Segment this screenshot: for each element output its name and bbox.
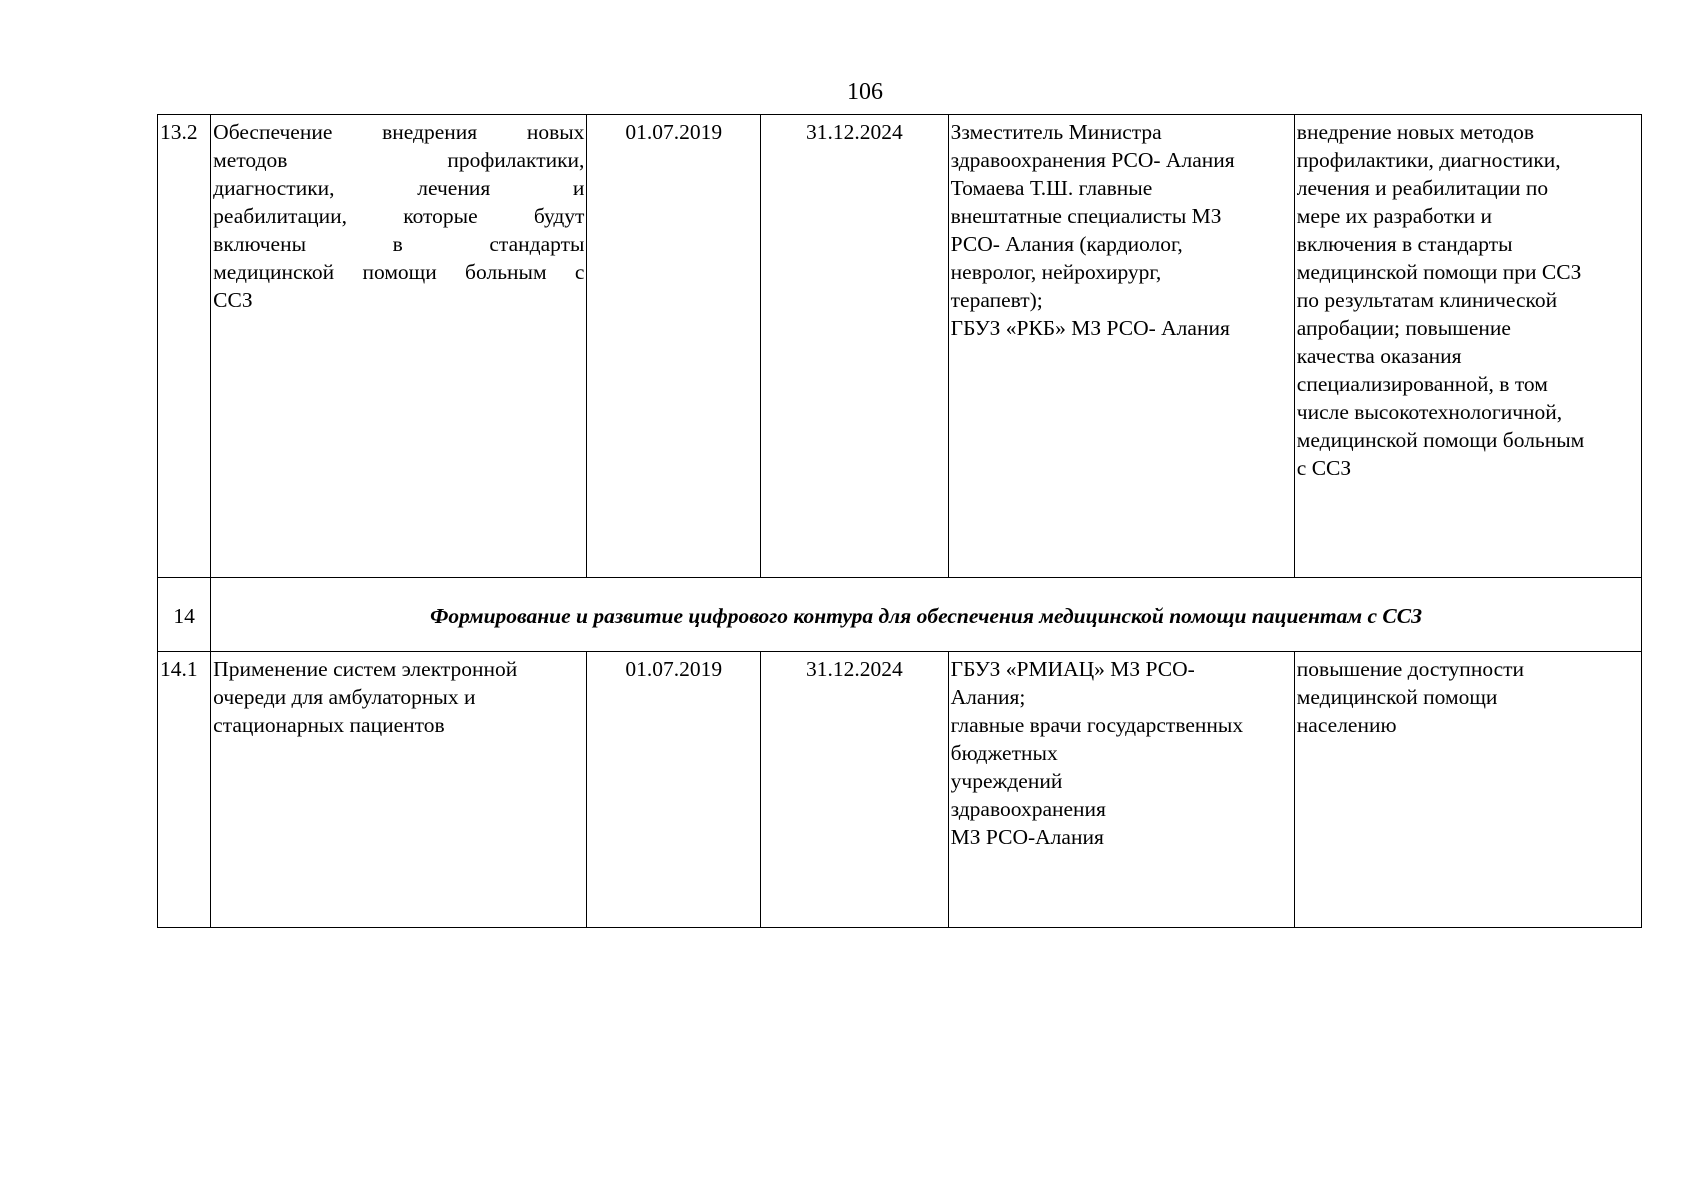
section-row [158,578,1642,652]
responsible-cell: Ззместитель Министра здравоохранения РСО- Алания Томаева Т.Ш. главные внештатные специалисты МЗ РСО- Алания (кардиолог, невролог, нейрохирург, терапевт); ГБУЗ «РКБ» МЗ РСО- Алания [948,115,1294,578]
section-title: Формирование и развитие цифрового контура для обеспечения медицинской помощи пациентам с ССЗ [211,578,1642,652]
start-date: 01.07.2019 [587,115,761,578]
activity-name-line: ССЗ [213,288,253,312]
activity-name-cell [211,115,587,578]
start-date: 01.07.2019 [587,652,761,928]
activity-name-line: диагностики, лечения и [213,176,585,200]
activity-name-line: реабилитации, которые будут [213,204,585,228]
activity-name-line: Обеспечение внедрения новых [213,120,585,144]
page-number: 106 [847,79,883,105]
table-row [158,652,1642,928]
activity-name-cell: Применение систем электронной очереди для амбулаторных и стационарных пациентов [211,652,587,928]
plan-table [157,114,1642,928]
responsible-cell: ГБУЗ «РМИАЦ» МЗ РСО- Алания; главные врачи государственных бюджетных учреждений здравоохранения МЗ РСО-Алания [948,652,1294,928]
section-number: 14 [158,578,211,652]
activity-name-line: методов профилактики, [213,148,585,172]
result-cell: внедрение новых методов профилактики, диагностики, лечения и реабилитации по мере их разработки и включения в стандарты медицинской помощи при ССЗ по результатам клинической апробации; повышение качества оказания специализированной, в том числе высокотехнологичной, медицинской помощи больным с ССЗ [1294,115,1641,578]
end-date: 31.12.2024 [761,652,949,928]
table-row [158,115,1642,578]
result-cell: повышение доступности медицинской помощи населению [1294,652,1641,928]
row-number: 13.2 [158,115,211,578]
end-date: 31.12.2024 [761,115,949,578]
activity-name-line: медицинской помощи больным с [213,260,585,284]
activity-name-line: включены в стандарты [213,232,585,256]
row-number: 14.1 [158,652,211,928]
